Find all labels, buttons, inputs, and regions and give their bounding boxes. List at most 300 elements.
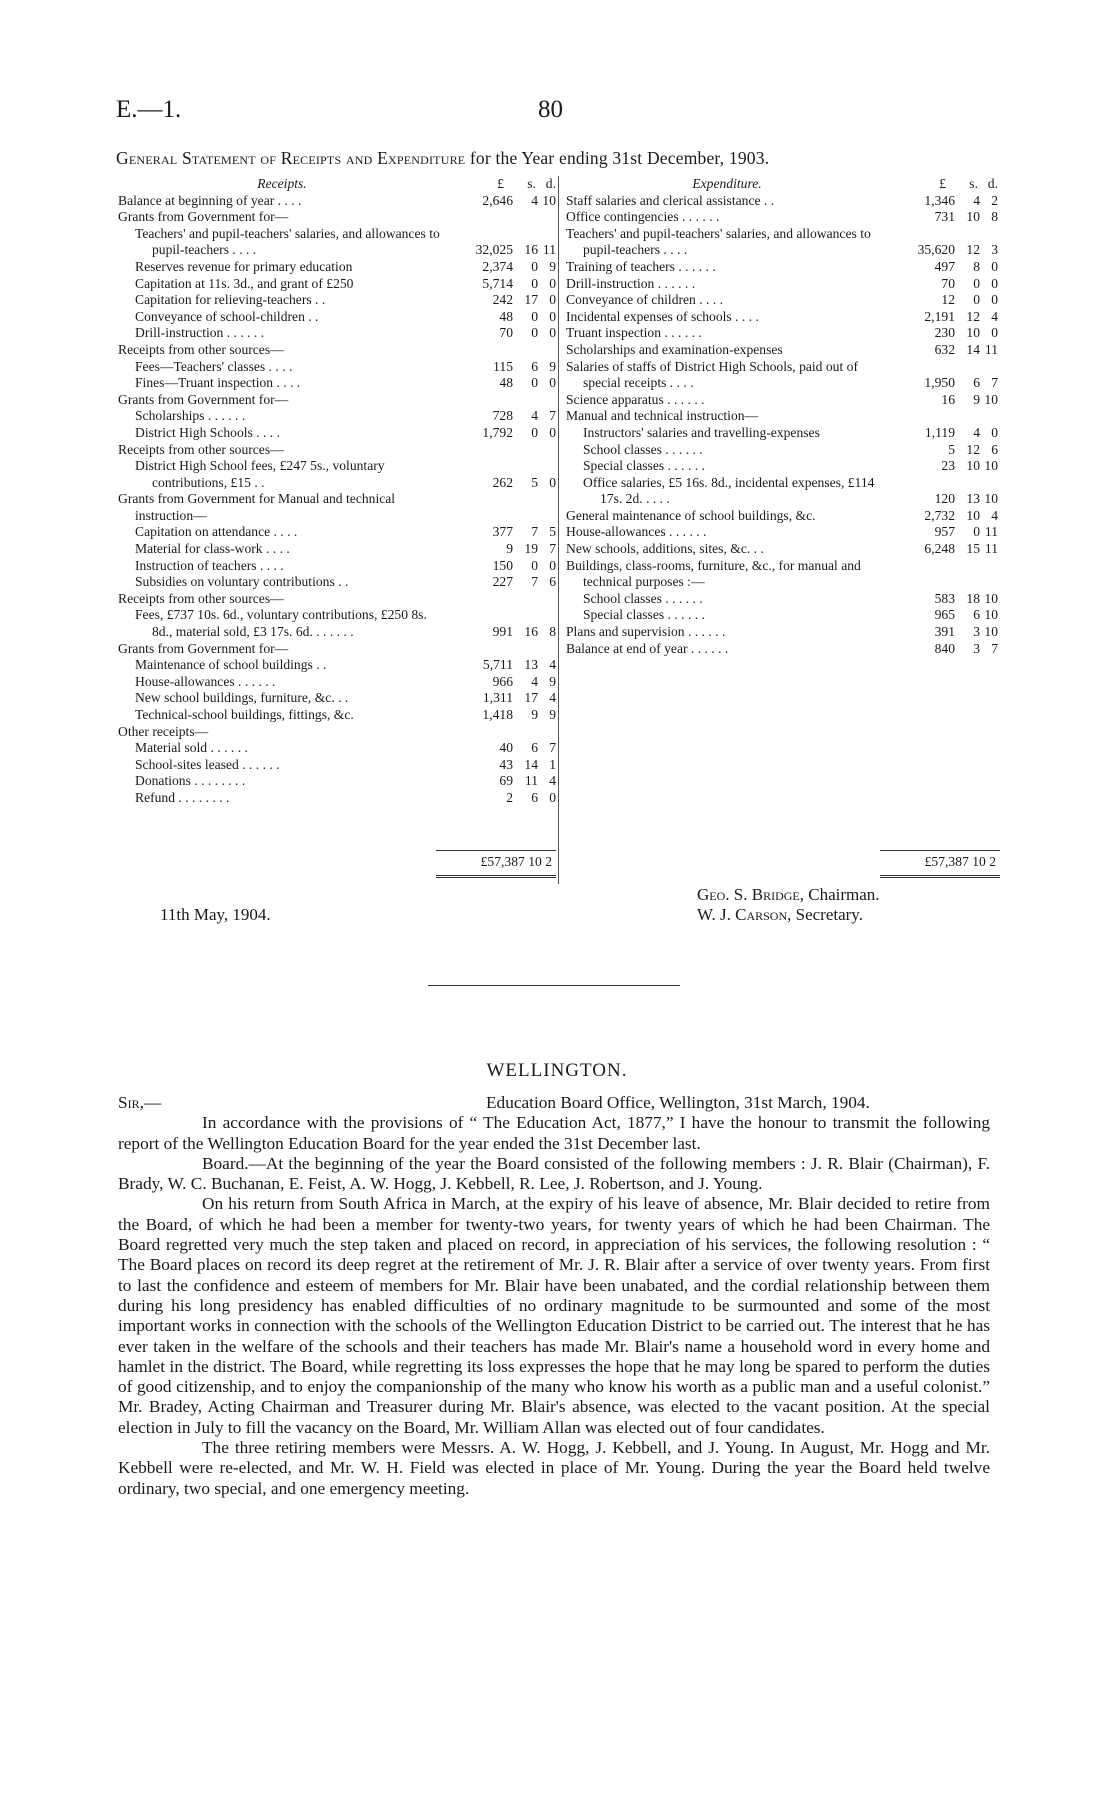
pence-value: 3 <box>991 242 998 258</box>
amount <box>444 541 556 558</box>
shillings-value: 4 <box>973 192 980 208</box>
signatures <box>697 885 880 925</box>
pence-value: 0 <box>549 375 556 391</box>
shillings-value: 10 <box>966 507 980 523</box>
paragraph: In accordance with the provisions of “ The Education Act, 1877,” I have the honour to transmit the following report of the Wellington Education Board for the year ended the 31st December last. <box>118 1113 990 1153</box>
shillings-value: 4 <box>531 408 538 424</box>
amount <box>886 292 998 309</box>
pence-value: 7 <box>549 408 556 424</box>
shillings-value: 0 <box>531 375 538 391</box>
report-letter <box>118 1093 990 1499</box>
line-item-label: General maintenance of school buildings, &c. <box>566 507 816 523</box>
line-item-label: Technical-school buildings, fittings, &c. <box>135 707 354 722</box>
expenditure-row <box>566 558 998 591</box>
receipts-row <box>118 292 556 309</box>
receipts-row <box>118 607 556 640</box>
line-item-label: House-allowances . . . . . . <box>566 524 707 540</box>
line-item-label: Staff salaries and clerical assistance . . <box>566 192 775 208</box>
pence-value: 0 <box>549 789 556 805</box>
pounds-value: 5,711 <box>482 657 513 673</box>
shillings-value: 19 <box>524 541 538 557</box>
expenditure-row <box>566 342 998 359</box>
shillings-value: 4 <box>531 673 538 689</box>
line-item-label: Balance at beginning of year . . . . <box>118 192 302 208</box>
amount <box>886 209 998 226</box>
line-item-label: Grants from Government for— <box>118 640 289 656</box>
shillings-head: s. <box>969 176 978 191</box>
pounds-value: 728 <box>492 408 513 424</box>
receipts-row <box>118 408 556 425</box>
expenditure-row <box>566 607 998 624</box>
amount <box>444 524 556 541</box>
secretary-name: W. J. Carson <box>697 905 788 924</box>
pence-head: d. <box>987 176 998 191</box>
pence-value: 0 <box>549 292 556 308</box>
pounds-value: 497 <box>934 258 955 274</box>
pence-value: 0 <box>549 424 556 440</box>
amount <box>886 193 998 210</box>
statement-title-main: General Statement of Receipts and Expenditure <box>116 148 466 168</box>
pounds-value: 583 <box>934 590 955 606</box>
shillings-value: 16 <box>524 624 538 640</box>
shillings-value: 4 <box>531 192 538 208</box>
shillings-head: s. <box>527 176 536 191</box>
pounds-value: 965 <box>934 607 955 623</box>
line-item-label: School-sites leased . . . . . . <box>135 756 280 772</box>
pounds-value: 632 <box>934 341 955 357</box>
salutation-dash: — <box>143 1093 162 1112</box>
line-item-label: Receipts from other sources— <box>118 590 284 606</box>
line-item-label: Salaries of staffs of District High Schools, paid out of special receipts . . . . <box>566 358 858 391</box>
receipts-row <box>118 690 556 707</box>
line-item-label: Grants from Government for— <box>118 391 289 407</box>
expenditure-row <box>566 259 998 276</box>
statement-title-rest: for the Year ending 31st December, 1903. <box>465 148 770 168</box>
receipts-header-row <box>118 176 556 193</box>
receipts-row <box>118 491 556 524</box>
pounds-value: 70 <box>499 325 513 341</box>
amount <box>444 624 556 641</box>
pounds-value: 957 <box>934 524 955 540</box>
expenditure-heading: Expenditure. <box>692 176 762 191</box>
pence-value: 8 <box>549 624 556 640</box>
shillings-value: 9 <box>973 391 980 407</box>
receipts-total: £57,387 10 2 <box>480 854 552 869</box>
line-item-label: Subsidies on voluntary contributions . . <box>135 574 349 590</box>
pence-value: 7 <box>549 740 556 756</box>
total-rule <box>880 850 1000 851</box>
amount <box>444 425 556 442</box>
chairman-name: Geo. S. Bridge <box>697 885 800 904</box>
amount <box>444 292 556 309</box>
line-item-label: Buildings, class-rooms, furniture, &c., for manual and technical purposes :— <box>566 557 861 590</box>
amount <box>444 707 556 724</box>
line-item-label: Special classes . . . . . . <box>583 607 705 623</box>
receipts-row <box>118 574 556 591</box>
pence-value: 6 <box>991 441 998 457</box>
shillings-value: 13 <box>524 657 538 673</box>
line-item-label: Grants from Government for Manual and technical instruction— <box>118 491 396 523</box>
amount <box>886 276 998 293</box>
pounds-value: 230 <box>934 325 955 341</box>
receipts-row <box>118 276 556 293</box>
chairman-role: , Chairman. <box>799 885 880 904</box>
line-item-label: Science apparatus . . . . . . <box>566 391 705 407</box>
amount <box>886 309 998 326</box>
shillings-value: 0 <box>973 275 980 291</box>
pounds-value: 48 <box>499 308 513 324</box>
amount <box>444 773 556 790</box>
line-item-label: Other receipts— <box>118 723 209 739</box>
shillings-value: 17 <box>524 292 538 308</box>
signature-secretary <box>697 905 880 925</box>
amount <box>886 591 998 608</box>
line-item-label: Reserves revenue for primary education <box>135 258 353 274</box>
line-item-label: Balance at end of year . . . . . . <box>566 640 729 656</box>
shillings-value: 0 <box>531 258 538 274</box>
paragraph: The three retiring members were Messrs. A. W. Hogg, J. Kebbell, and J. Young. In August, Mr. Hogg and Mr. Kebbell were re-elected, and Mr. W. H. Field was elected in place of Mr. Young. During the year the Board held twelve ordinary, two special, and one emergency meeting. <box>118 1438 990 1498</box>
expenditure-row <box>566 359 998 392</box>
receipts-row <box>118 524 556 541</box>
pence-value: 0 <box>549 325 556 341</box>
shillings-value: 12 <box>966 242 980 258</box>
line-item-label: Plans and supervision . . . . . . <box>566 624 726 640</box>
paragraph: On his return from South Africa in March, at the expiry of his leave of absence, Mr. Blair decided to retire from the Board, of which he had been a member for twenty-two years, for twenty years of which he had been Chairman. The Board regretted very much the step taken and placed on record, in appreciation of his services, the following resolution : “ The Board places on record its deep regret at the retirement of Mr. J. R. Blair after a service of over twenty years. From first to last the confidence and esteem of members for Mr. Blair have been unabated, and the cordial relationship between them during his long presidency has enabled difficulties of no ordinary magnitude to be surmounted and some of the most important works in connection with the schools of the Wellington Education District to be carried out. The interest that he has ever taken in the welfare of the schools and their teachers has made Mr. Blair's name a household word in every home and hamlet in the district. The Board, while regretting its loss expresses the hope that he may long be spared to perform the duties of good citizenship, and to enjoy the companionship of the many who know his worth as a public man and a useful colonist.” Mr. Bradey, Acting Chairman and Treasurer during Mr. Blair's absence, was elected to the vacant position. At the special election in July to fill the vacancy on the Board, Mr. William Allan was elected out of four candidates. <box>118 1194 990 1437</box>
receipts-heading: Receipts. <box>257 176 307 191</box>
amount <box>886 607 998 624</box>
receipts-row <box>118 392 556 409</box>
section-divider <box>428 985 680 986</box>
shillings-value: 0 <box>531 424 538 440</box>
receipts-rows <box>118 193 556 807</box>
line-item-label: Manual and technical instruction— <box>566 408 759 424</box>
pounds-value: 1,346 <box>924 192 955 208</box>
expenditure-header-row <box>566 176 998 193</box>
shillings-value: 16 <box>524 242 538 258</box>
amount <box>886 259 998 276</box>
pounds-head: £ <box>497 176 504 191</box>
line-item-label: Conveyance of school-children . . <box>135 308 319 324</box>
receipts-row <box>118 425 556 442</box>
expenditure-row <box>566 458 998 475</box>
expenditure-rows <box>566 193 998 658</box>
receipts-row <box>118 342 556 359</box>
line-item-label: Donations . . . . . . . . <box>135 773 246 789</box>
pence-value: 7 <box>991 375 998 391</box>
pounds-value: 1,950 <box>924 375 955 391</box>
pence-value: 10 <box>984 607 998 623</box>
receipts-row <box>118 442 556 459</box>
shillings-value: 11 <box>524 773 538 789</box>
line-item-label: Fees—Teachers' classes . . . . <box>135 358 293 374</box>
pence-value: 5 <box>549 524 556 540</box>
pounds-value: 2 <box>506 789 513 805</box>
receipts-row <box>118 209 556 226</box>
pence-head: d. <box>545 176 556 191</box>
amount <box>886 392 998 409</box>
total-double-rule <box>436 875 556 878</box>
amount <box>444 242 556 259</box>
shillings-value: 10 <box>966 325 980 341</box>
amount <box>444 790 556 807</box>
pounds-value: 2,374 <box>482 258 513 274</box>
pounds-value: 115 <box>493 358 513 374</box>
receipts-row <box>118 641 556 658</box>
amount <box>444 740 556 757</box>
pounds-value: 48 <box>499 375 513 391</box>
pence-value: 11 <box>984 541 998 557</box>
line-item-label: Instruction of teachers . . . . <box>135 557 284 573</box>
expenditure-row <box>566 292 998 309</box>
receipts-row <box>118 309 556 326</box>
pence-value: 0 <box>991 424 998 440</box>
pounds-value: 391 <box>934 624 955 640</box>
pence-value: 10 <box>984 491 998 507</box>
amount <box>886 425 998 442</box>
shillings-value: 0 <box>531 308 538 324</box>
line-item-label: Receipts from other sources— <box>118 441 284 457</box>
shillings-value: 0 <box>973 524 980 540</box>
pounds-value: 262 <box>492 474 513 490</box>
line-item-label: Teachers' and pupil-teachers' salaries, and allowances to pupil-teachers . . . . <box>135 225 440 258</box>
line-item-label: School classes . . . . . . <box>583 441 703 457</box>
pounds-value: 991 <box>492 624 513 640</box>
amount <box>444 325 556 342</box>
receipts-column <box>118 176 556 807</box>
line-item-label: Capitation on attendance . . . . <box>135 524 298 540</box>
line-item-label: Maintenance of school buildings . . <box>135 657 327 673</box>
pence-value: 11 <box>984 341 998 357</box>
line-item-label: Scholarships and examination-expenses <box>566 341 783 357</box>
pence-value: 9 <box>549 358 556 374</box>
letter-address: Education Board Office, Wellington, 31st March, 1904. <box>486 1093 870 1112</box>
pence-value: 0 <box>991 292 998 308</box>
shillings-value: 0 <box>531 275 538 291</box>
receipts-row <box>118 674 556 691</box>
pounds-value: 32,025 <box>475 242 513 258</box>
signature-chairman <box>697 885 880 905</box>
shillings-value: 18 <box>966 590 980 606</box>
line-item-label: Material for class-work . . . . <box>135 541 290 557</box>
pence-value: 4 <box>549 773 556 789</box>
section-title: WELLINGTON. <box>486 1060 628 1081</box>
receipts-row <box>118 707 556 724</box>
shillings-value: 15 <box>966 541 980 557</box>
pence-value: 7 <box>549 541 556 557</box>
pounds-value: 966 <box>492 673 513 689</box>
paragraph: Board.—At the beginning of the year the Board consisted of the following members : J. R. Blair (Chairman), F. Brady, W. C. Buchanan, E. Feist, A. W. Hogg, J. Kebbell, R. Lee, J. Robertson, and J. Young. <box>118 1153 990 1194</box>
shillings-value: 14 <box>524 756 538 772</box>
expenditure-row <box>566 325 998 342</box>
pence-value: 10 <box>984 624 998 640</box>
pence-value: 0 <box>991 325 998 341</box>
receipts-row <box>118 193 556 210</box>
shillings-value: 10 <box>966 209 980 225</box>
shillings-value: 3 <box>973 624 980 640</box>
amount <box>444 408 556 425</box>
shillings-value: 6 <box>531 789 538 805</box>
line-item-label: Drill-instruction . . . . . . <box>135 325 265 341</box>
expenditure-row <box>566 524 998 541</box>
line-item-label: Material sold . . . . . . <box>135 740 248 756</box>
pounds-value: 731 <box>934 209 955 225</box>
shillings-value: 6 <box>531 740 538 756</box>
pence-value: 11 <box>542 242 556 258</box>
expenditure-row <box>566 442 998 459</box>
pounds-value: 43 <box>499 756 513 772</box>
line-item-label: Office salaries, £5 16s. 8d., incidental expenses, £114 17s. 2d. . . . . <box>583 474 875 507</box>
line-item-label: District High School fees, £247 5s., voluntary contributions, £15 . . <box>135 458 385 490</box>
pence-value: 0 <box>549 275 556 291</box>
pence-value: 4 <box>549 690 556 706</box>
line-item-label: Instructors' salaries and travelling-expenses <box>583 424 820 440</box>
pounds-value: 150 <box>492 557 513 573</box>
line-item-label: House-allowances . . . . . . <box>135 673 276 689</box>
amount <box>444 690 556 707</box>
shillings-value: 4 <box>973 424 980 440</box>
expenditure-row <box>566 193 998 210</box>
pounds-value: 1,119 <box>924 424 955 440</box>
shillings-value: 0 <box>973 292 980 308</box>
page-number: 80 <box>538 96 563 123</box>
shillings-value: 0 <box>531 557 538 573</box>
line-item-label: Capitation for relieving-teachers . . <box>135 292 326 308</box>
expenditure-row <box>566 226 998 259</box>
expenditure-row <box>566 641 998 658</box>
pence-value: 0 <box>549 474 556 490</box>
pence-value: 10 <box>984 458 998 474</box>
amount <box>444 574 556 591</box>
expenditure-total-block <box>880 850 1000 878</box>
shillings-value: 6 <box>973 375 980 391</box>
pounds-value: 2,646 <box>482 192 513 208</box>
expenditure-column <box>566 176 998 657</box>
amount <box>886 541 998 558</box>
salutation-line <box>118 1093 990 1113</box>
shillings-value: 5 <box>531 474 538 490</box>
amount <box>886 458 998 475</box>
line-item-label: Grants from Government for— <box>118 209 289 225</box>
line-item-label: New school buildings, furniture, &c. . . <box>135 690 349 706</box>
pence-value: 8 <box>991 209 998 225</box>
pounds-value: 2,191 <box>924 308 955 324</box>
amount <box>444 193 556 210</box>
line-item-label: Fees, £737 10s. 6d., voluntary contributions, £250 8s. 8d., material sold, £3 17s. 6d. . . . . . . <box>135 607 427 640</box>
expenditure-total: £57,387 10 2 <box>924 854 996 869</box>
statement-date: 11th May, 1904. <box>160 905 271 924</box>
pounds-value: 242 <box>492 292 513 308</box>
line-item-label: Special classes . . . . . . <box>583 458 705 474</box>
pence-value: 10 <box>542 192 556 208</box>
pounds-value: 40 <box>499 740 513 756</box>
pounds-value: 1,311 <box>482 690 513 706</box>
shillings-value: 12 <box>966 308 980 324</box>
pounds-head: £ <box>939 176 946 191</box>
pence-value: 9 <box>549 258 556 274</box>
amount <box>886 624 998 641</box>
salutation: Sir, <box>118 1093 144 1112</box>
receipts-row <box>118 325 556 342</box>
amount <box>886 641 998 658</box>
pounds-value: 377 <box>492 524 513 540</box>
expenditure-row <box>566 276 998 293</box>
receipts-row <box>118 773 556 790</box>
shillings-value: 3 <box>973 640 980 656</box>
pence-value: 9 <box>549 673 556 689</box>
pounds-value: 23 <box>941 458 955 474</box>
amount <box>444 259 556 276</box>
pounds-value: 5 <box>948 441 955 457</box>
expenditure-row <box>566 541 998 558</box>
receipts-row <box>118 259 556 276</box>
pounds-value: 69 <box>499 773 513 789</box>
receipts-row <box>118 558 556 575</box>
amount <box>444 558 556 575</box>
pence-value: 0 <box>549 557 556 573</box>
line-item-label: Office contingencies . . . . . . <box>566 209 720 225</box>
pounds-value: 9 <box>506 541 513 557</box>
receipts-row <box>118 458 556 491</box>
pence-value: 4 <box>991 507 998 523</box>
amount <box>444 657 556 674</box>
amount <box>444 475 556 492</box>
amount <box>886 342 998 359</box>
amount <box>886 524 998 541</box>
total-rule <box>436 850 556 851</box>
shillings-value: 12 <box>966 441 980 457</box>
amount <box>444 309 556 326</box>
receipts-row <box>118 724 556 741</box>
shillings-value: 6 <box>973 607 980 623</box>
pounds-value: 2,732 <box>924 507 955 523</box>
pence-value: 7 <box>991 640 998 656</box>
total-double-rule <box>880 875 1000 878</box>
pence-value: 10 <box>984 590 998 606</box>
line-item-label: Truant inspection . . . . . . <box>566 325 702 341</box>
line-item-label: Receipts from other sources— <box>118 341 284 357</box>
amount <box>444 276 556 293</box>
pounds-value: 840 <box>934 640 955 656</box>
expenditure-row <box>566 425 998 442</box>
expenditure-row <box>566 591 998 608</box>
shillings-value: 7 <box>531 574 538 590</box>
line-item-label: New schools, additions, sites, &c. . . <box>566 541 764 557</box>
shillings-value: 8 <box>973 258 980 274</box>
pounds-value: 120 <box>934 491 955 507</box>
column-divider <box>558 176 559 884</box>
line-item-label: Training of teachers . . . . . . <box>566 258 716 274</box>
receipts-row <box>118 375 556 392</box>
receipts-row <box>118 757 556 774</box>
pence-value: 4 <box>991 308 998 324</box>
pounds-value: 35,620 <box>917 242 955 258</box>
receipts-row <box>118 790 556 807</box>
secretary-role: , Secretary. <box>787 905 863 924</box>
amount <box>886 442 998 459</box>
pounds-value: 227 <box>492 574 513 590</box>
expenditure-row <box>566 624 998 641</box>
expenditure-row <box>566 309 998 326</box>
page-code: E.—1. <box>116 96 182 123</box>
pence-value: 11 <box>984 524 998 540</box>
receipts-row <box>118 359 556 376</box>
line-item-label: School classes . . . . . . <box>583 590 703 606</box>
line-item-label: District High Schools . . . . <box>135 424 280 440</box>
shillings-value: 0 <box>531 325 538 341</box>
pence-value: 9 <box>549 707 556 722</box>
pounds-value: 70 <box>941 275 955 291</box>
line-item-label: Teachers' and pupil-teachers' salaries, and allowances to pupil-teachers . . . . <box>566 225 871 258</box>
